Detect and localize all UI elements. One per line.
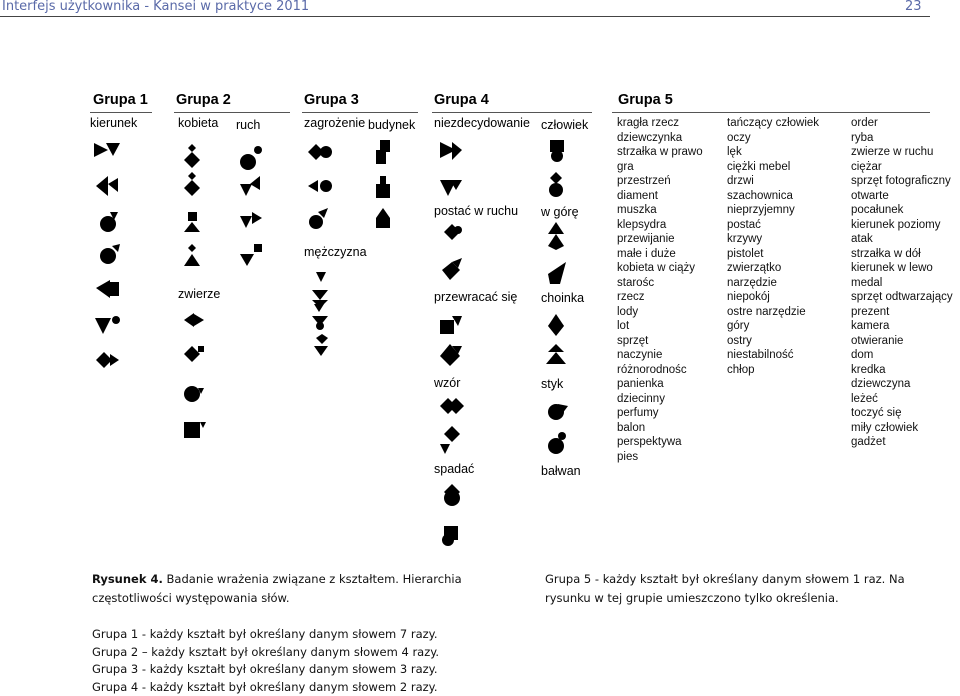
label-balwan: bałwan: [541, 464, 581, 478]
group5-word: narzędzie: [727, 276, 819, 291]
shape-g4-a9: [444, 484, 460, 506]
group5-word: diament: [617, 189, 703, 204]
shape-g2-a2: [184, 172, 200, 196]
caption-label: Rysunek 4.: [92, 572, 163, 586]
label-wzor: wzór: [434, 376, 460, 390]
group5-word: postać: [727, 218, 819, 233]
group5-word: gadżet: [851, 435, 953, 450]
group5-word: przewijanie: [617, 232, 703, 247]
shape-g2-b2: [240, 176, 260, 196]
shape-g2-b1: [240, 146, 262, 170]
group5-word: tańczący człowiek: [727, 116, 819, 131]
group5-word: sprzęt: [617, 334, 703, 349]
group5-word: panienka: [617, 377, 703, 392]
group5-word: perspektywa: [617, 435, 703, 450]
shape-g3-a2: [308, 180, 332, 192]
shape-g4-b4: [548, 262, 566, 284]
group5-word: toczyć się: [851, 406, 953, 421]
group5-word: kobieta w ciąży: [617, 261, 703, 276]
group5-word: prezent: [851, 305, 953, 320]
shape-g1-4: [100, 244, 120, 264]
group5-word: kredka: [851, 363, 953, 378]
shape-g4-a7: [440, 398, 464, 414]
shape-g4-b1: [550, 140, 564, 162]
label-przewracac-sie: przewracać się: [434, 290, 517, 304]
shape-g3-c1: [312, 272, 328, 308]
group5-word: pocałunek: [851, 203, 953, 218]
label-niezdecydowanie: niezdecydowanie: [434, 116, 530, 130]
label-postac-w-ruchu: postać w ruchu: [434, 204, 518, 218]
group5-word: ciężar: [851, 160, 953, 175]
shape-g3-b2: [376, 176, 390, 198]
caption-right-1: Grupa 5 - każdy kształt był określany danym słowem 1 raz. Na: [545, 572, 905, 586]
group5-word: gra: [617, 160, 703, 175]
shape-g3-a3: [309, 208, 328, 229]
shape-g4-a8: [440, 426, 460, 454]
group5-word: ciężki mebel: [727, 160, 819, 175]
group5-word: pistolet: [727, 247, 819, 262]
label-kierunek: kierunek: [90, 116, 137, 130]
shape-g4-a2: [440, 180, 462, 196]
group5-word: leżeć: [851, 392, 953, 407]
shape-g1-2: [96, 176, 118, 196]
group5-word: atak: [851, 232, 953, 247]
note-group-2: Grupa 2 – każdy kształt był określany danym słowem 4 razy.: [92, 644, 439, 662]
label-styk: styk: [541, 377, 563, 391]
note-group-4: Grupa 4 - każdy kształt był określany danym słowem 2 razy.: [92, 679, 439, 696]
label-kobieta: kobieta: [178, 116, 218, 130]
group5-word: dziewczynka: [617, 131, 703, 146]
group5-word: lot: [617, 319, 703, 334]
group5-word: lęk: [727, 145, 819, 160]
shape-g4-a3: [444, 224, 462, 240]
group5-word: sprzęt odtwarzający: [851, 290, 953, 305]
group5-word: rzecz: [617, 290, 703, 305]
caption-text: Badanie wrażenia związane z kształtem. Hierarchia: [167, 572, 462, 586]
group5-word: kamera: [851, 319, 953, 334]
shape-g2-a3: [184, 212, 200, 232]
group-notes: [92, 626, 439, 696]
group5-word: naczynie: [617, 348, 703, 363]
group5-word: order: [851, 116, 953, 131]
shape-g1-5: [96, 280, 119, 298]
label-w-gore: w górę: [541, 205, 579, 219]
shape-g2-a8: [184, 422, 206, 438]
label-choinka: choinka: [541, 291, 584, 305]
label-zagrozenie: zagrożenie: [304, 116, 365, 130]
shape-g1-7: [96, 352, 119, 368]
shape-g4-b2: [549, 172, 563, 197]
group5-word: dziewczyna: [851, 377, 953, 392]
group5-word: szachownica: [727, 189, 819, 204]
group5-word: góry: [727, 319, 819, 334]
shape-g2-a4: [184, 244, 200, 266]
group-4-heading: Grupa 4: [434, 92, 489, 108]
label-mezczyzna: mężczyzna: [304, 245, 367, 259]
group5-word: nieprzyjemny: [727, 203, 819, 218]
group-1-heading: Grupa 1: [93, 92, 148, 108]
group5-word: sprzęt fotograficzny: [851, 174, 953, 189]
caption-text-2: częstotliwości występowania słów.: [92, 591, 290, 605]
group5-word: dziecinny: [617, 392, 703, 407]
shape-g1-6: [95, 316, 120, 334]
shape-g1-3: [100, 212, 118, 232]
shape-g4-b8: [548, 432, 566, 454]
label-zwierze: zwierze: [178, 287, 220, 301]
shape-g4-b7: [548, 404, 568, 420]
group5-word: chłop: [727, 363, 819, 378]
shape-g4-a6: [440, 344, 462, 366]
group5-word: klepsydra: [617, 218, 703, 233]
group5-word: lody: [617, 305, 703, 320]
group5-word: różnorodnośc: [617, 363, 703, 378]
group5-word: kragła rzecz: [617, 116, 703, 131]
group5-word: starośc: [617, 276, 703, 291]
group5-word: niepokój: [727, 290, 819, 305]
shape-g4-b5: [548, 314, 564, 336]
shape-g3-b1: [376, 140, 390, 164]
group5-word: ryba: [851, 131, 953, 146]
group5-word: ostry: [727, 334, 819, 349]
group5-word: zwierze w ruchu: [851, 145, 953, 160]
caption-right-2: rysunku w tej grupie umieszczono tylko określenia.: [545, 591, 839, 605]
shape-g2-a5: [184, 313, 204, 327]
label-budynek: budynek: [368, 118, 415, 132]
group5-word: małe i duże: [617, 247, 703, 262]
group5-word: dom: [851, 348, 953, 363]
group5-word: krzywy: [727, 232, 819, 247]
label-czlowiek: człowiek: [541, 118, 588, 132]
group5-word: zwierzątko: [727, 261, 819, 276]
shape-g4-b3: [548, 222, 564, 250]
group5-word: strzałka w prawo: [617, 145, 703, 160]
shape-g3-b3: [376, 208, 390, 228]
group5-word: medal: [851, 276, 953, 291]
shape-g2-a1: [184, 144, 200, 168]
shape-g3-c3: [314, 334, 328, 356]
group5-word: balon: [617, 421, 703, 436]
group5-word: otwarte: [851, 189, 953, 204]
shape-g2-b4: [240, 244, 262, 266]
label-ruch: ruch: [236, 118, 260, 132]
shape-g3-c2: [312, 304, 328, 330]
group5-word: pies: [617, 450, 703, 465]
shape-g4-a5: [440, 316, 462, 334]
group5-word: przestrzeń: [617, 174, 703, 189]
group5-word: otwieranie: [851, 334, 953, 349]
label-spadac: spadać: [434, 462, 474, 476]
group5-word: kierunek w lewo: [851, 261, 953, 276]
group5-word: niestabilność: [727, 348, 819, 363]
shape-g1-1: [94, 143, 120, 157]
group-5-heading: Grupa 5: [618, 92, 673, 108]
group5-word: miły człowiek: [851, 421, 953, 436]
shape-g4-b6: [546, 344, 566, 364]
caption-right: [545, 570, 935, 608]
group-3-heading: Grupa 3: [304, 92, 359, 108]
note-group-3: Grupa 3 - każdy kształt był określany danym słowem 3 razy.: [92, 661, 439, 679]
shape-g4-a4: [442, 258, 462, 280]
shape-g2-a7: [184, 386, 204, 402]
note-group-1: Grupa 1 - każdy kształt był określany danym słowem 7 razy.: [92, 626, 439, 644]
group5-word: ostre narzędzie: [727, 305, 819, 320]
shape-g2-a6: [184, 346, 204, 362]
group5-word: perfumy: [617, 406, 703, 421]
group5-word: oczy: [727, 131, 819, 146]
shape-g3-a1: [308, 144, 332, 160]
group5-word: kierunek poziomy: [851, 218, 953, 233]
group5-word: muszka: [617, 203, 703, 218]
shape-g4-a10: [442, 526, 458, 546]
shape-g2-b3: [240, 212, 262, 228]
group5-word: drzwi: [727, 174, 819, 189]
group5-word: strzałka w dół: [851, 247, 953, 262]
document-header-title: Interfejs użytkownika - Kansei w praktyce 2011: [2, 0, 309, 14]
figure-caption: [92, 570, 512, 608]
shape-g4-a1: [440, 142, 462, 160]
page-number: 23: [905, 0, 922, 14]
group-2-heading: Grupa 2: [176, 92, 231, 108]
